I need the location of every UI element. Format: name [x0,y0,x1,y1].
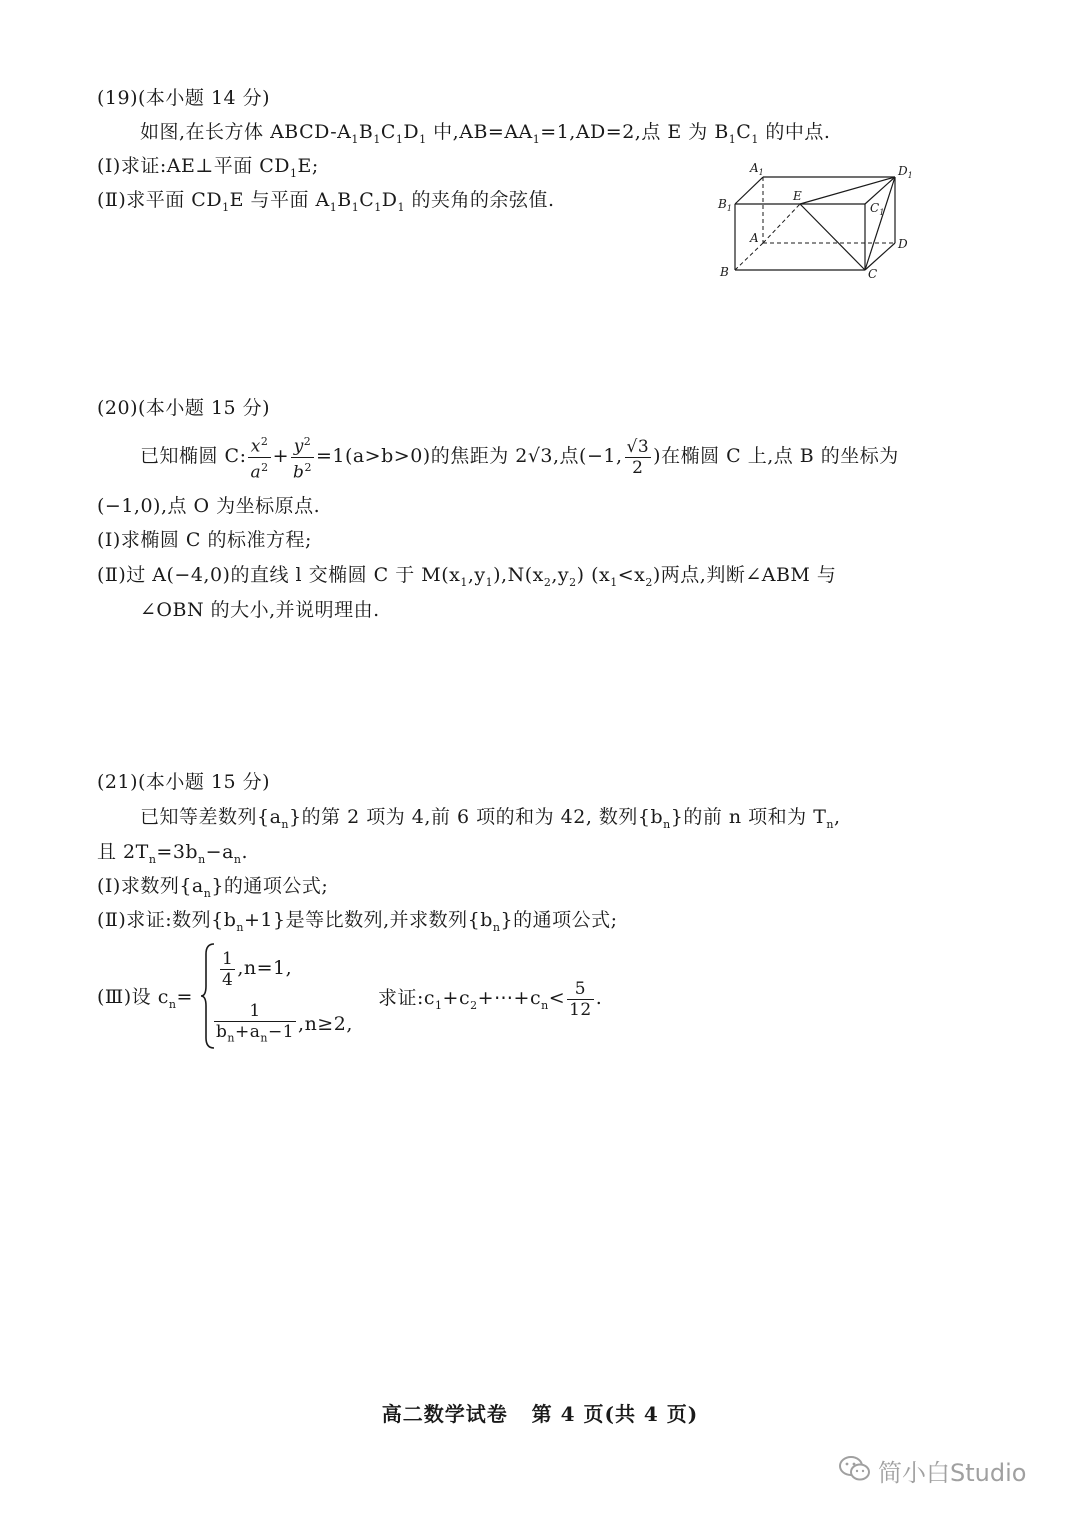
q21-line1: 已知等差数列$\{a_n\}$的第 2 项为 4,前 6 项的和为 42, 数列$\{b_n\}$的前 n 项和为 $T_n$, [140,806,841,831]
label-c1: $C_1$ [870,201,885,217]
q19-header: (19)(本小题 14 分) [97,87,271,109]
q21-part1: (Ⅰ)求数列$\{a_n\}$的通项公式; [97,875,329,900]
q20-line1: 已知椭圆 C: $\frac{x^2}{a^2}$ + $\frac{y^2}{b^2}$ =1(a>b>0)的焦距为 2√3,点(−1, $\frac{√3}{2}$ )在椭圆 C 上,点 B 的坐标为 [140,430,899,482]
fraction-case2: $\frac{1}{b_n+a_n-1}$ [216,1001,295,1045]
label-b1: $B_1$ [718,197,732,213]
segment-e-c [800,204,865,270]
q21-part3-prove: 求证$:c_1+c_2+\cdots+c_n<$ $\frac{5}{12}$ . [378,978,603,1020]
label-d: D [898,237,908,251]
q20-part2: (Ⅱ)过 A(−4,0)的直线 l 交椭圆 C 于 $M(x_1,y_1),N(x_2,y_2)$ $(x_1<x_2)$两点,判断∠ABM 与 [97,564,837,589]
segment-a-e [763,204,800,243]
page-footer: 高二数学试卷 第 4 页(共 4 页) [381,1402,699,1426]
label-a1: $A_1$ [750,161,764,177]
q21-part3-label: (Ⅲ)设 $c_n=$ [97,986,193,1011]
q21-line2: 且 $2T_n=3b_n-a_n$. [97,841,249,866]
fraction-1-4: $\frac{1}{4}$ [222,948,234,990]
q21-case1: $\frac{1}{4}$ ,n=1, [222,948,293,990]
label-b: B [720,265,729,279]
label-c: C [868,267,878,281]
q21-header: (21)(本小题 15 分) [97,771,271,793]
fraction-y2-b2: $\frac{y^2}{b^2}$ [291,432,314,482]
q20-line2: (−1,0),点 O 为坐标原点. [97,495,321,517]
wechat-icon [838,1454,872,1484]
edge-a-b [735,243,763,270]
label-a: A [750,231,759,245]
q21-case2: $\frac{1}{b_n+a_n-1}$ ,n≥2, [212,1000,353,1049]
q19-intro: 如图,在长方体 ABCD-$A_1B_1C_1D_1$ 中$,AB=AA_1=1,AD=2$,点 E 为 $B_1C_1$ 的中点. [140,121,831,146]
watermark-text: 简小白Studio [878,1459,1027,1487]
cuboid-figure [710,150,930,290]
fraction-sqrt3-2: $\frac{√3}{2}$ [626,436,650,478]
label-d1: $D_1$ [898,164,913,180]
label-e: E [793,189,802,203]
fraction-5-12: $\frac{5}{12}$ [569,978,592,1020]
edge-b1-a1 [735,177,763,204]
q20-part2-line2: ∠OBN 的大小,并说明理由. [140,599,380,621]
q20-part1: (Ⅰ)求椭圆 C 的标准方程; [97,529,312,551]
q19-part2: (Ⅱ)求平面 $CD_1E$ 与平面 $A_1B_1C_1D_1$ 的夹角的余弦值. [97,189,555,214]
q20-header: (20)(本小题 15 分) [97,397,271,419]
q21-part2: (Ⅱ)求证:数列$\{b_n+1\}$是等比数列,并求数列$\{b_n\}$的通项公式; [97,909,618,934]
q19-part1: (Ⅰ)求证:AE⊥平面 $CD_1E$; [97,155,319,180]
fraction-x2-a2: $\frac{x^2}{a^2}$ [248,432,270,482]
